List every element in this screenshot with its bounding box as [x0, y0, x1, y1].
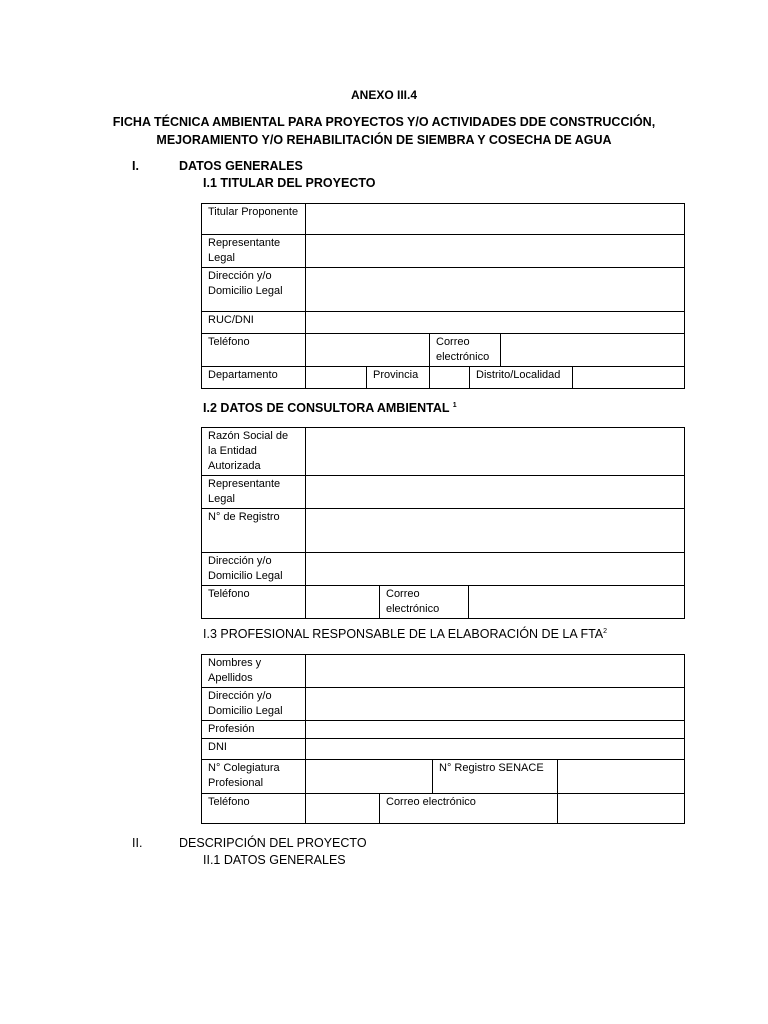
- consultora-telefono-field[interactable]: [306, 586, 380, 619]
- correo-field[interactable]: [501, 334, 685, 367]
- direccion-field[interactable]: [306, 268, 685, 312]
- consultora-telefono-label: Teléfono: [202, 586, 306, 619]
- departamento-label: Departamento: [202, 367, 306, 389]
- ruc-field[interactable]: [306, 312, 685, 334]
- profesional-correo-field[interactable]: [558, 794, 685, 824]
- profesional-table: [201, 654, 685, 824]
- consultora-correo-label: Correo electrónico: [380, 586, 469, 619]
- subsection-1-3-title: [203, 627, 607, 641]
- telefono-label: Teléfono: [202, 334, 306, 367]
- profesion-field[interactable]: [306, 721, 685, 739]
- footnote-1-marker: 1: [452, 401, 457, 409]
- footnote-2-marker: 2: [603, 627, 608, 635]
- nombres-field[interactable]: [306, 655, 685, 688]
- colegiatura-label: N° Colegiatura Profesional: [202, 760, 306, 794]
- titular-field[interactable]: [306, 204, 685, 235]
- consultora-direccion-label: Dirección y/o Domicilio Legal: [202, 553, 306, 586]
- titular-label: Titular Proponente: [202, 204, 306, 235]
- distrito-field[interactable]: [573, 367, 685, 389]
- titular-table: [201, 203, 685, 389]
- telefono-field[interactable]: [306, 334, 430, 367]
- registro-label: N° de Registro: [202, 509, 306, 553]
- registro-field[interactable]: [306, 509, 685, 553]
- profesion-label: Profesión: [202, 721, 306, 739]
- nombres-label: Nombres y Apellidos: [202, 655, 306, 688]
- direccion-label: Dirección y/o Domicilio Legal: [202, 268, 306, 312]
- subsection-1-2-text: I.2 DATOS DE CONSULTORA AMBIENTAL: [203, 401, 450, 415]
- section-2-number: II.: [132, 836, 143, 850]
- representante-field[interactable]: [306, 235, 685, 268]
- distrito-label: Distrito/Localidad: [470, 367, 573, 389]
- subsection-1-1-title: I.1 TITULAR DEL PROYECTO: [203, 176, 376, 190]
- representante-label: Representante Legal: [202, 235, 306, 268]
- consultora-table: [201, 427, 685, 619]
- document-title: [110, 113, 658, 149]
- colegiatura-field[interactable]: [306, 760, 433, 794]
- consultora-representante-field[interactable]: [306, 476, 685, 509]
- departamento-field[interactable]: [306, 367, 367, 389]
- provincia-label: Provincia: [367, 367, 430, 389]
- subsection-1-2-title: [203, 401, 457, 415]
- consultora-correo-field[interactable]: [469, 586, 685, 619]
- razon-social-field[interactable]: [306, 428, 685, 476]
- title-line-1: FICHA TÉCNICA AMBIENTAL PARA PROYECTOS Y/O ACTIVIDADES DDE CONSTRUCCIÓN,: [112, 115, 656, 129]
- section-1-title: DATOS GENERALES: [179, 159, 303, 173]
- subsection-1-3-text: I.3 PROFESIONAL RESPONSABLE DE LA ELABORACIÓN DE LA FTA: [203, 627, 604, 641]
- profesional-correo-label: Correo electrónico: [380, 794, 558, 824]
- consultora-direccion-field[interactable]: [306, 553, 685, 586]
- razon-social-label: Razón Social de la Entidad Autorizada: [202, 428, 306, 476]
- subsection-2-1-title: II.1 DATOS GENERALES: [203, 853, 346, 867]
- provincia-field[interactable]: [430, 367, 470, 389]
- profesional-direccion-label: Dirección y/o Domicilio Legal: [202, 688, 306, 721]
- correo-label: Correo electrónico: [430, 334, 501, 367]
- registro-senace-field[interactable]: [558, 760, 685, 794]
- section-1-number: I.: [132, 159, 139, 173]
- consultora-representante-label: Representante Legal: [202, 476, 306, 509]
- profesional-telefono-label: Teléfono: [202, 794, 306, 824]
- ruc-label: RUC/DNI: [202, 312, 306, 334]
- title-line-2: MEJORAMIENTO Y/O REHABILITACIÓN DE SIEMBRA Y COSECHA DE AGUA: [156, 133, 612, 147]
- dni-field[interactable]: [306, 739, 685, 760]
- section-2-title: DESCRIPCIÓN DEL PROYECTO: [179, 836, 367, 850]
- profesional-telefono-field[interactable]: [306, 794, 380, 824]
- dni-label: DNI: [202, 739, 306, 760]
- registro-senace-label: N° Registro SENACE: [433, 760, 558, 794]
- profesional-direccion-field[interactable]: [306, 688, 685, 721]
- annex-label: ANEXO III.4: [350, 88, 418, 102]
